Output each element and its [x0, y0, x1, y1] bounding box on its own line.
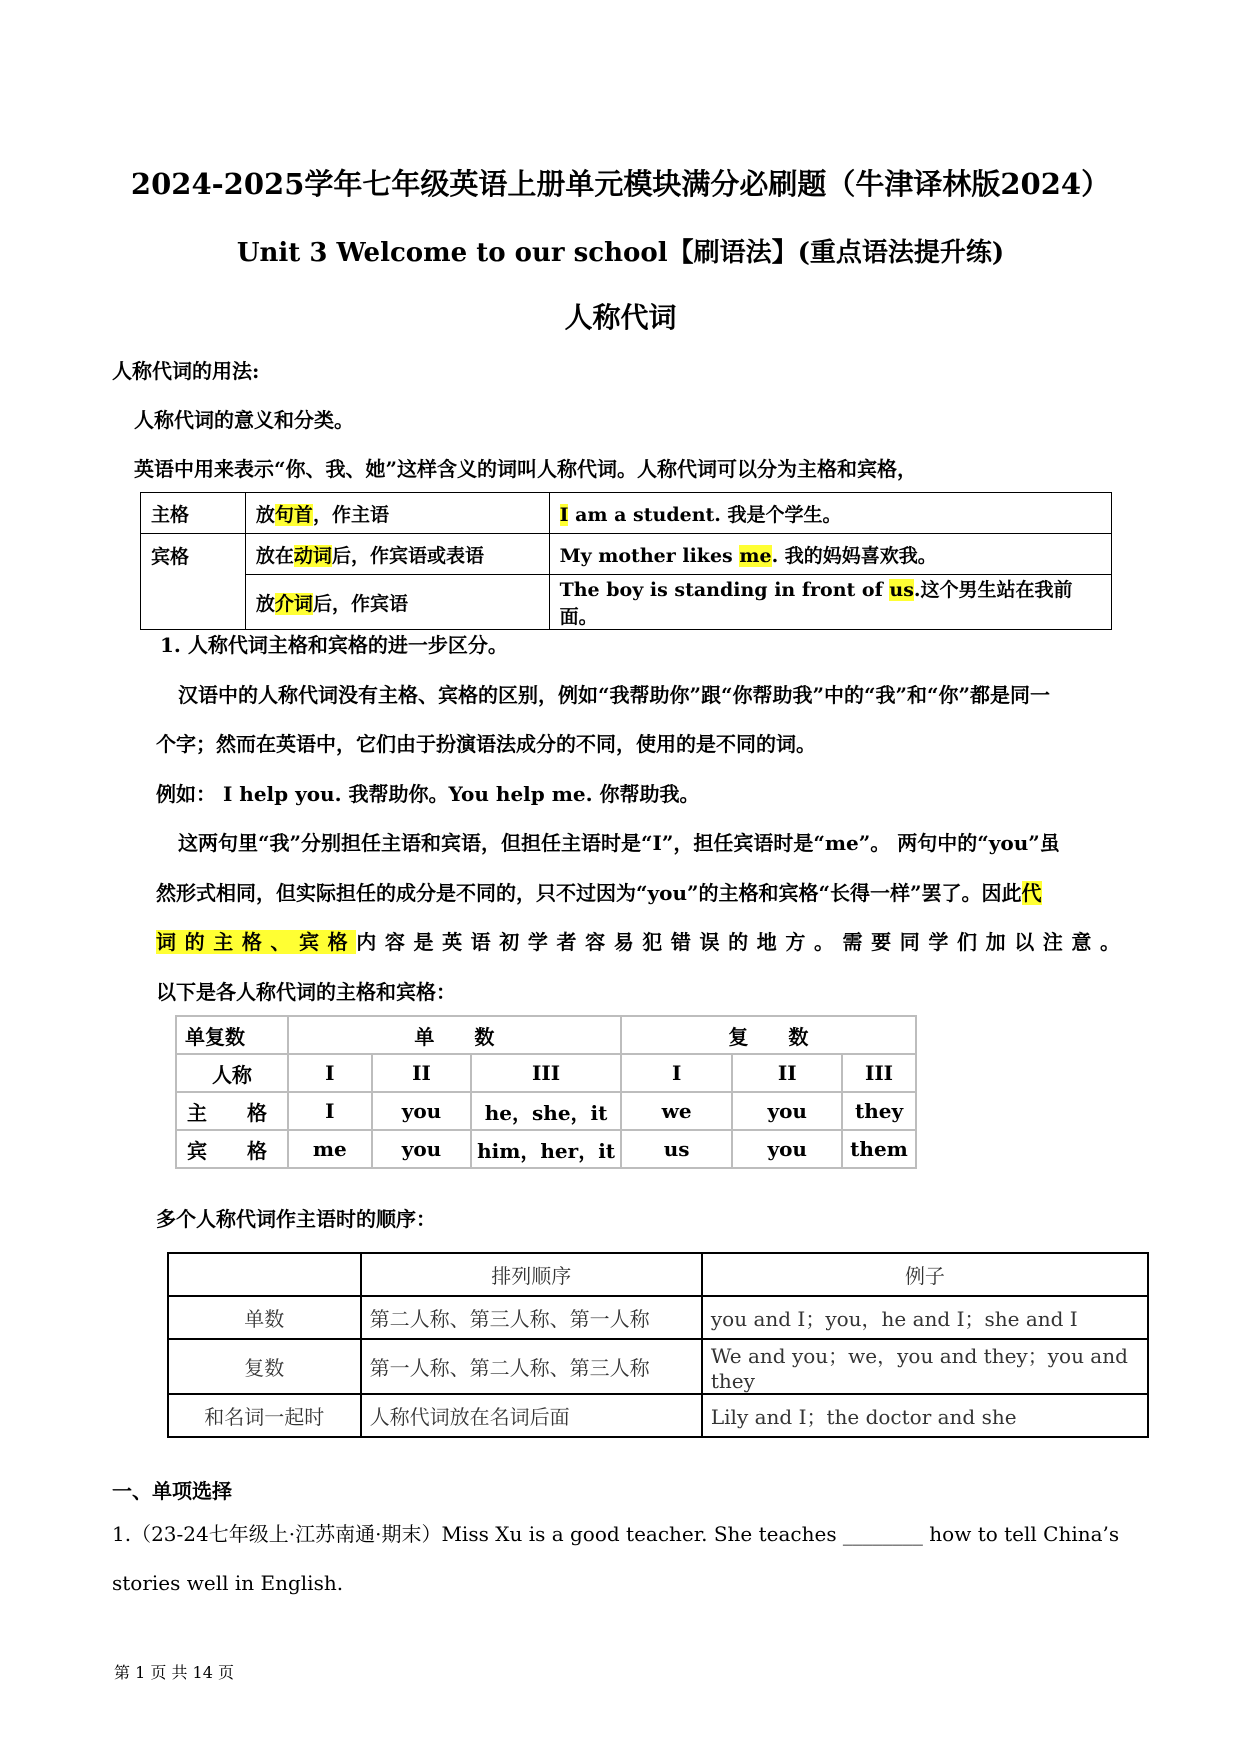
- table-cell: him，her，it: [471, 1130, 621, 1168]
- table-row: [176, 1092, 916, 1130]
- header-cell: 人称: [176, 1054, 288, 1092]
- table-cell: me: [288, 1130, 372, 1168]
- table-cell: we: [621, 1092, 733, 1130]
- example-cell: The boy is standing in front of us.这个男生站在我前面。: [549, 575, 1111, 630]
- question-text: 1.（23-24七年级上·江苏南通·期末）Miss Xu is a good teacher. She teaches ________ how to tell China’s: [112, 1522, 1120, 1546]
- table-intro: 以下是各人称代词的主格和宾格：: [156, 980, 456, 1004]
- table-cell: 人称代词放在名词后面: [361, 1394, 702, 1437]
- exercise-heading: 一、单项选择: [112, 1479, 232, 1503]
- paragraph-line: 汉语中的人称代词没有主格、宾格的区别，例如“我帮助你”跟“你帮助我”中的“我”和“你”都是同一: [178, 683, 1051, 707]
- header-cell: [168, 1253, 361, 1296]
- table-cell: 主 格: [176, 1092, 288, 1130]
- question-text: stories well in English.: [112, 1571, 344, 1595]
- header-cell: 排列顺序: [361, 1253, 702, 1296]
- paragraph-line: 个字；然而在英语中，它们由于扮演语法成分的不同，使用的是不同的词。: [156, 732, 816, 756]
- document-subtitle: Unit 3 Welcome to our school【刷语法】(重点语法提升练): [236, 238, 1005, 268]
- paragraph-line: 词的主格、宾格内容是英语初学者容易犯错误的地方。需要同学们加以注意。: [156, 930, 1121, 954]
- paragraph-line: 这两句里“我”分别担任主语和宾语，但担任主语时是“I”，担任宾语时是“me”。 两句中的“you”虽: [178, 831, 1060, 855]
- table-cell: you: [732, 1092, 842, 1130]
- table-cell: 单数: [168, 1296, 361, 1339]
- table-row: [168, 1339, 1148, 1394]
- table-cell: he，she，it: [471, 1092, 621, 1130]
- table-cell: 第一人称、第二人称、第三人称: [361, 1339, 702, 1394]
- example-line: 例如： I help you. 我帮助你。You help me. 你帮助我。: [156, 782, 700, 806]
- meaning-heading: 人称代词的意义和分类。: [134, 408, 354, 432]
- table-cell: 复数: [168, 1339, 361, 1394]
- table-cell: I: [288, 1092, 372, 1130]
- table-row: [168, 1253, 1148, 1296]
- table-cell: 和名词一起时: [168, 1394, 361, 1437]
- paragraph-line: 然形式相同，但实际担任的成分是不同的，只不过因为“you”的主格和宾格“长得一样”罢了。因此代: [156, 881, 1042, 905]
- order-heading: 多个人称代词作主语时的顺序：: [156, 1207, 436, 1231]
- header-cell: III: [842, 1054, 916, 1092]
- header-cell: III: [471, 1054, 621, 1092]
- example-cell: My mother likes me. 我的妈妈喜欢我。: [549, 534, 1111, 575]
- position-cell: 放介词后，作宾语: [245, 575, 549, 630]
- pronoun-table: [175, 1015, 917, 1169]
- header-cell: I: [621, 1054, 733, 1092]
- header-cell: II: [732, 1054, 842, 1092]
- example-cell: I am a student. 我是个学生。: [549, 493, 1111, 534]
- topic-title: 人称代词: [564, 301, 677, 334]
- order-table: [167, 1252, 1149, 1438]
- header-cell: I: [288, 1054, 372, 1092]
- usage-heading: 人称代词的用法:: [112, 359, 260, 383]
- table-cell: them: [842, 1130, 916, 1168]
- header-cell: 单复数: [176, 1016, 288, 1054]
- table-row: [176, 1130, 916, 1168]
- position-cell: 放在动词后，作宾语或表语: [245, 534, 549, 575]
- document-title: 2024-2025学年七年级英语上册单元模块满分必刷题（牛津译林版2024）: [130, 167, 1111, 201]
- header-cell: II: [372, 1054, 472, 1092]
- definition-text: 英语中用来表示“你、我、她”这样含义的词叫人称代词。人称代词可以分为主格和宾格，: [134, 457, 918, 481]
- case-cell: 宾格: [141, 534, 246, 630]
- table-row: [141, 493, 1112, 534]
- header-cell: 单 数: [288, 1016, 621, 1054]
- table-cell: you and I；you，he and I；she and I: [702, 1296, 1148, 1339]
- table-row: [176, 1054, 916, 1092]
- header-cell: 复 数: [621, 1016, 916, 1054]
- usage-table: [140, 492, 1112, 630]
- table-row: [168, 1394, 1148, 1437]
- table-cell: you: [372, 1092, 472, 1130]
- page-number: 第 1 页 共 14 页: [114, 1663, 234, 1682]
- table-cell: you: [372, 1130, 472, 1168]
- header-cell: 例子: [702, 1253, 1148, 1296]
- table-row: [168, 1296, 1148, 1339]
- table-cell: 宾 格: [176, 1130, 288, 1168]
- position-cell: 放句首，作主语: [245, 493, 549, 534]
- case-cell: 主格: [141, 493, 246, 534]
- table-cell: We and you；we，you and they；you and they: [702, 1339, 1148, 1394]
- table-cell: you: [732, 1130, 842, 1168]
- table-cell: Lily and I；the doctor and she: [702, 1394, 1148, 1437]
- table-row: [176, 1016, 916, 1054]
- table-cell: us: [621, 1130, 733, 1168]
- section-heading: 1. 人称代词主格和宾格的进一步区分。: [160, 633, 508, 657]
- table-row: [141, 575, 1112, 630]
- table-row: [141, 534, 1112, 575]
- table-cell: 第二人称、第三人称、第一人称: [361, 1296, 702, 1339]
- table-cell: they: [842, 1092, 916, 1130]
